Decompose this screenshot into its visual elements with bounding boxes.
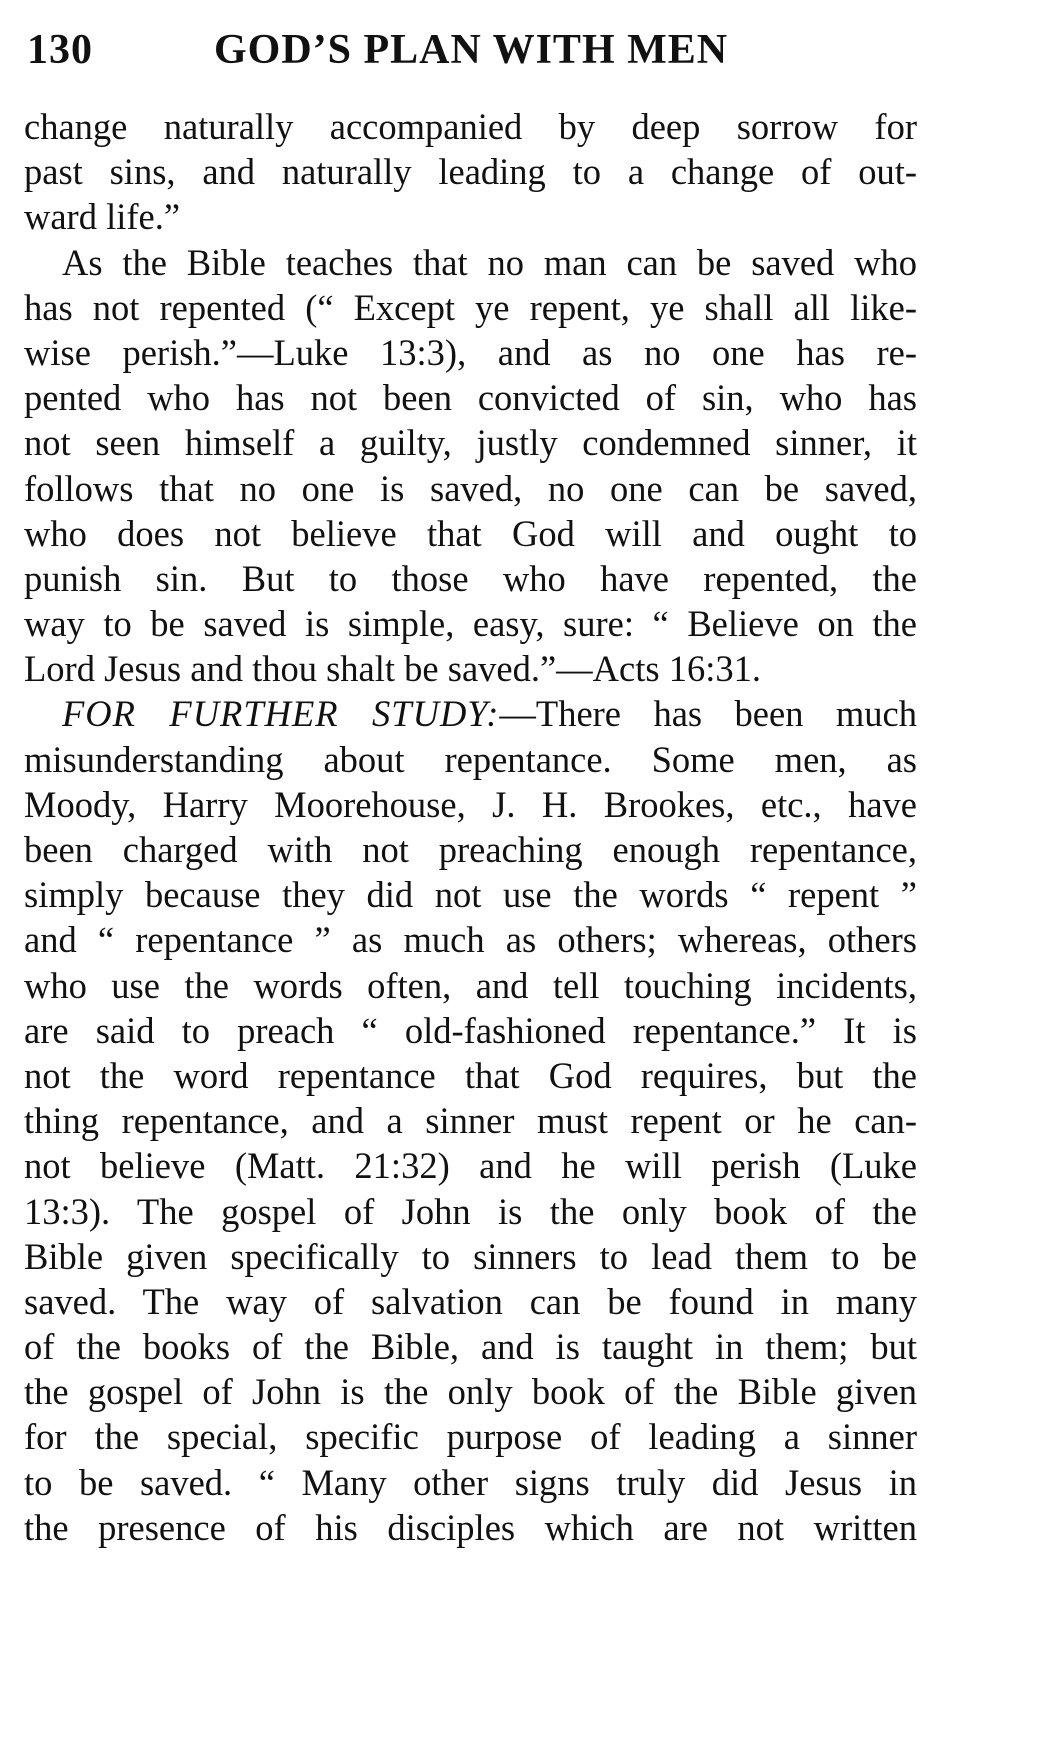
text-line — [24, 511, 917, 556]
line-text: for the special, specific purpose of leading a sinner — [24, 1416, 917, 1458]
line-text: 13:3). The gospel of John is the only book of the — [24, 1190, 917, 1232]
line-text: who does not believe that God will and ought to — [24, 512, 917, 554]
text-line — [24, 420, 917, 465]
line-text: and “ repentance ” as much as others; whereas, others — [24, 919, 917, 961]
line-text: As the Bible teaches that no man can be saved who — [62, 241, 917, 283]
line-text: not the word repentance that God requires, but the — [24, 1054, 917, 1096]
line-text: to be saved. “ Many other signs truly did Jesus in — [24, 1461, 917, 1503]
line-text: been charged with not preaching enough repentance, — [24, 829, 917, 870]
line-text: pented who has not been convicted of sin, who has — [24, 377, 917, 419]
line-text: follows that no one is saved, no one can be saved, — [24, 467, 917, 509]
line-text: saved. The way of salvation can be found in many — [24, 1280, 917, 1322]
line-text: the presence of his disciples which are not written — [24, 1506, 917, 1548]
text-line — [24, 285, 917, 330]
line-text: Lord Jesus and thou shalt be saved.”—Acts 16:31. — [24, 648, 761, 690]
text-line — [24, 1189, 917, 1234]
text-line — [24, 104, 917, 149]
text-line — [24, 1369, 917, 1414]
text-line — [24, 1143, 917, 1188]
text-line — [24, 601, 917, 646]
text-line — [24, 1460, 917, 1505]
text-line — [24, 375, 917, 420]
text-line — [24, 691, 917, 736]
line-text: misunderstanding about repentance. Some men, as — [24, 738, 917, 780]
line-text: simply because they did not use the words “ repent ” — [24, 874, 917, 916]
line-text: not seen himself a guilty, justly condemned sinner, it — [24, 422, 917, 464]
page-number: 130 — [27, 27, 93, 73]
line-text: —There has been much — [499, 693, 917, 735]
running-title: GOD’S PLAN WITH MEN — [214, 27, 729, 73]
line-text: Moody, Harry Moorehouse, J. H. Brookes, etc., have — [24, 783, 917, 825]
text-line — [24, 1098, 917, 1143]
line-text: punish sin. But to those who have repented, the — [24, 557, 917, 599]
section-heading: FOR FURTHER STUDY: — [62, 693, 500, 735]
text-line — [24, 872, 917, 917]
text-line — [24, 646, 917, 691]
line-text: the gospel of John is the only book of the Bible given — [24, 1371, 917, 1413]
text-line — [24, 1414, 917, 1459]
text-line — [24, 556, 917, 601]
line-text: are said to preach “ old-fashioned repentance.” It is — [24, 1009, 917, 1051]
text-line — [24, 1324, 917, 1369]
text-line — [24, 963, 917, 1008]
text-line — [24, 1008, 917, 1053]
text-line — [24, 1279, 917, 1324]
text-line — [24, 466, 917, 511]
line-text: way to be saved is simple, easy, sure: “ Believe on the — [24, 603, 917, 645]
text-line — [24, 782, 917, 827]
line-text: past sins, and naturally leading to a change of out- — [24, 151, 917, 193]
text-line — [24, 917, 917, 962]
body-text — [24, 104, 917, 1550]
line-text: Bible given specifically to sinners to lead them to be — [24, 1235, 917, 1277]
line-text: has not repented (“ Except ye repent, ye shall all like- — [24, 286, 917, 328]
text-line — [24, 827, 917, 872]
line-text: ward life.” — [24, 196, 181, 238]
line-text: not believe (Matt. 21:32) and he will perish (Luke — [24, 1145, 917, 1187]
book-page — [24, 14, 917, 1550]
text-line — [24, 149, 917, 194]
running-head — [24, 14, 917, 76]
text-line — [24, 240, 917, 285]
line-text: who use the words often, and tell touching incidents, — [24, 964, 917, 1006]
line-text: wise perish.”—Luke 13:3), and as no one has re- — [24, 331, 917, 373]
line-text: thing repentance, and a sinner must repent or he can- — [24, 1100, 917, 1142]
text-line — [24, 330, 917, 375]
text-line — [24, 1053, 917, 1098]
text-line — [24, 737, 917, 782]
text-line — [24, 1234, 917, 1279]
text-line — [24, 194, 917, 239]
text-line — [24, 1505, 917, 1550]
line-text: change naturally accompanied by deep sorrow for — [24, 106, 917, 147]
line-text: of the books of the Bible, and is taught in them; but — [24, 1326, 917, 1368]
